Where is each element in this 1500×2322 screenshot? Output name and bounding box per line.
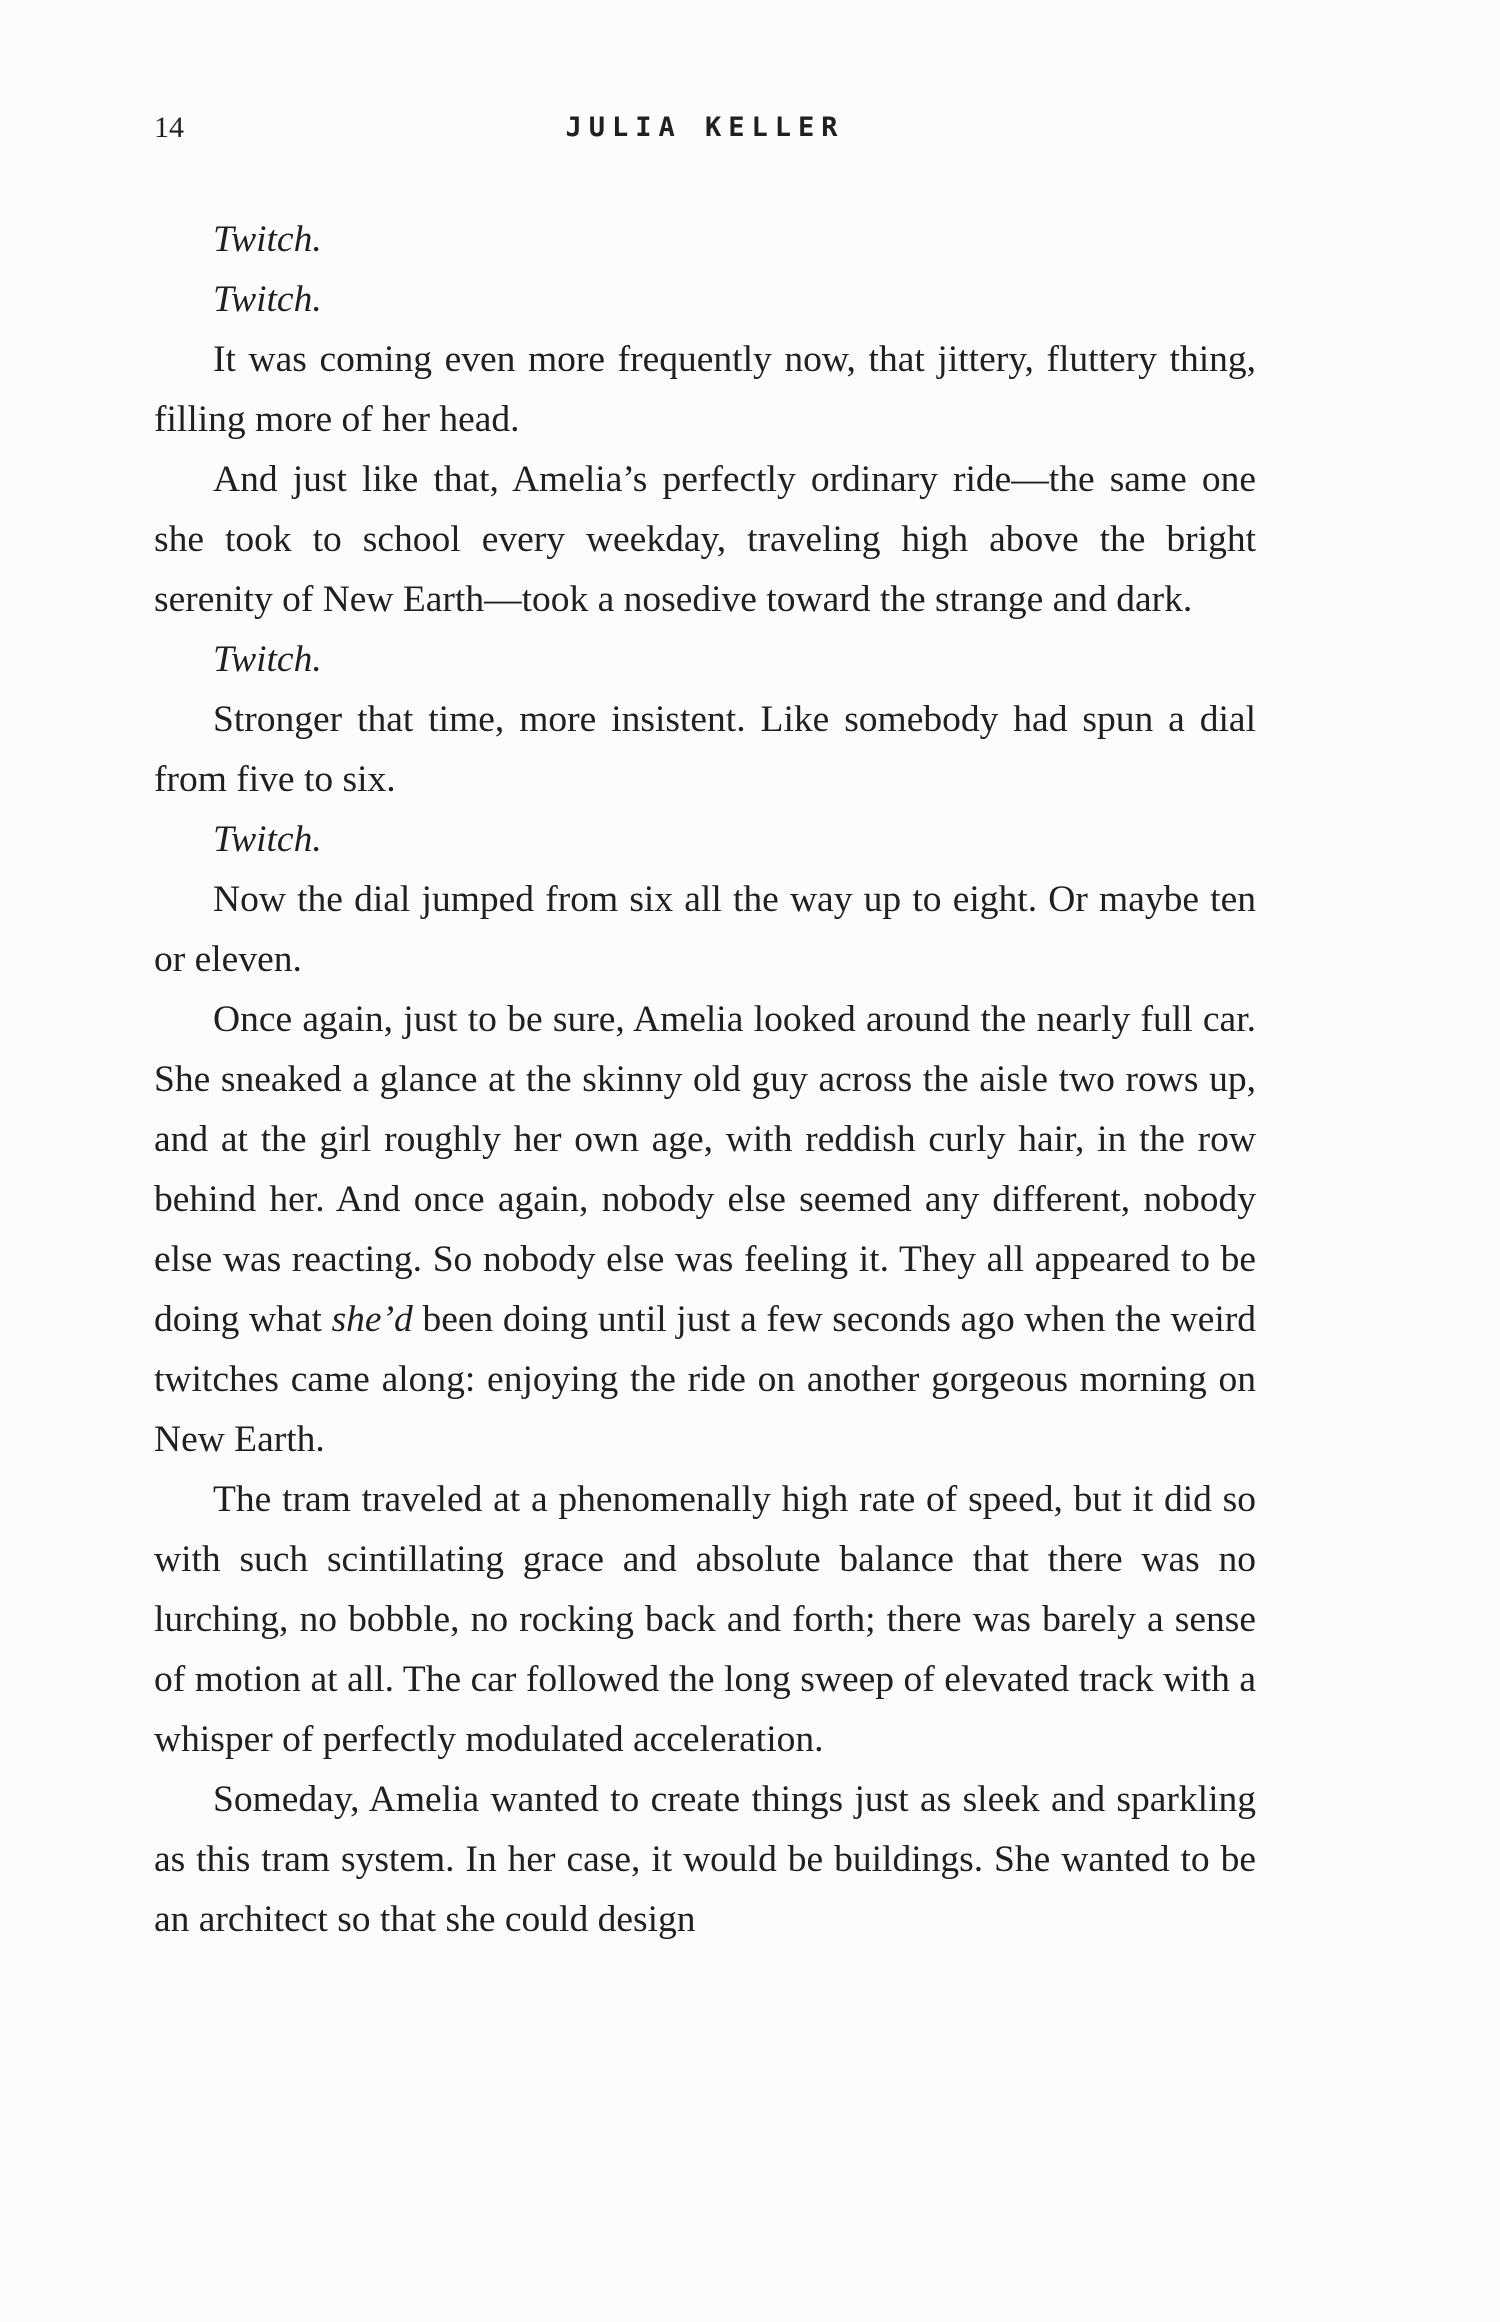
text-run: Now the dial jumped from six all the way up to eight. Or maybe ten or eleven. [154,879,1256,980]
italic-text: Twitch. [213,279,322,320]
text-run: Once again, just to be sure, Amelia looked around the nearly full car. She sneaked a glance at the skinny old guy across the aisle two rows up, and at the girl roughly her own age, with reddish curly hair, in the row behind her. And once again, nobody else seemed any different, nobody else was reacting. So nobody else was feeling it. They all appeared to be doing what [154,999,1256,1340]
italic-text: Twitch. [213,819,322,860]
page-number: 14 [154,111,184,144]
paragraph [154,870,1256,990]
body-text [154,210,1256,1950]
paragraph [154,450,1256,630]
italic-text: Twitch. [213,639,322,680]
running-head: JULIA KELLER [565,112,845,143]
paragraph [154,690,1256,810]
paragraph [154,630,1256,690]
text-run: been doing until just a few seconds ago when the weird twitches came along: enjoying the ride on another gorgeous morning on New Earth. [154,1299,1256,1460]
paragraph [154,990,1256,1470]
text-run: Someday, Amelia wanted to create things just as sleek and sparkling as this tram system. In her case, it would be buildings. She wanted to be an architect so that she could design [154,1779,1256,1940]
paragraph [154,330,1256,450]
page-header [154,108,1256,148]
paragraph [154,210,1256,270]
text-run: It was coming even more frequently now, that jittery, fluttery thing, filling more of her head. [154,339,1256,440]
italic-text: she’d [331,1299,413,1340]
text-run: Stronger that time, more insistent. Like somebody had spun a dial from five to six. [154,699,1256,800]
italic-text: Twitch. [213,219,322,260]
paragraph [154,1470,1256,1770]
text-run: And just like that, Amelia’s perfectly ordinary ride—the same one she took to school every weekday, traveling high above the bright serenity of New Earth—took a nosedive toward the strange and dark. [154,459,1256,620]
paragraph [154,270,1256,330]
text-run: The tram traveled at a phenomenally high rate of speed, but it did so with such scintillating grace and absolute balance that there was no lurching, no bobble, no rocking back and forth; there was barely a sense of motion at all. The car followed the long sweep of elevated track with a whisper of perfectly modulated acceleration. [154,1479,1256,1760]
paragraph [154,1770,1256,1950]
paragraph [154,810,1256,870]
